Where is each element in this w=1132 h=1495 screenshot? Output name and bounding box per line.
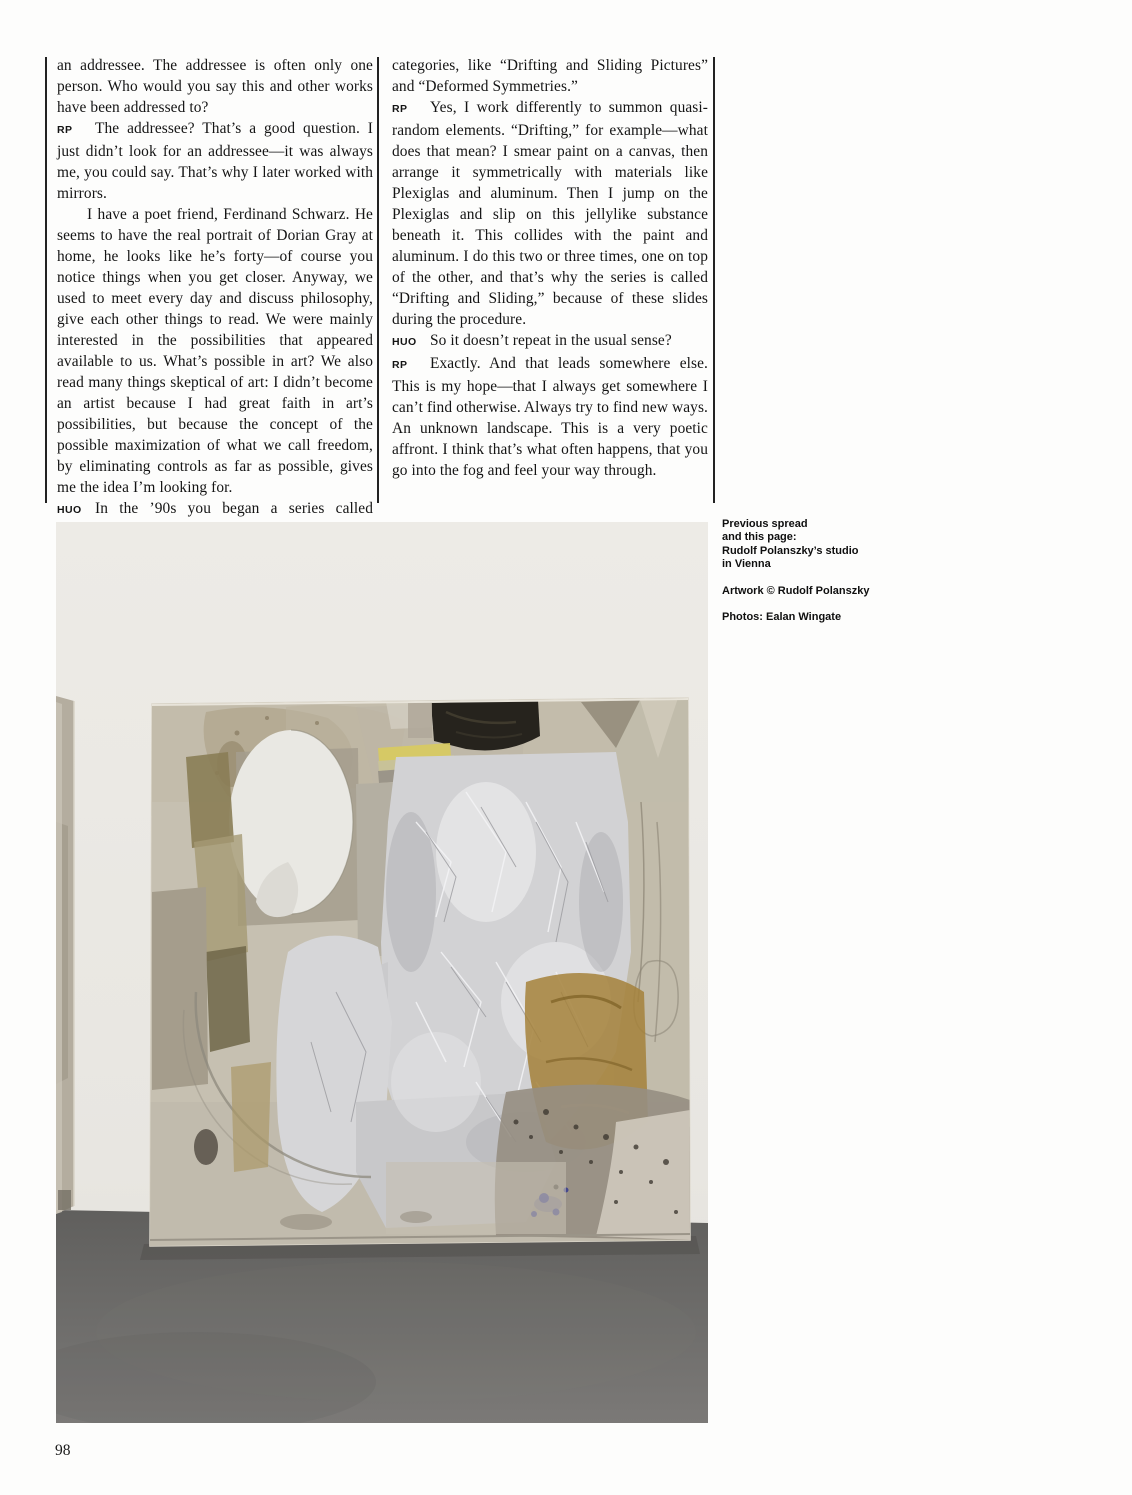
- page-number: 98: [55, 1442, 71, 1459]
- caption-line: Rudolf Polanszky’s studio: [722, 544, 859, 557]
- column-rule-left: [45, 57, 47, 503]
- caption-line: in Vienna: [722, 558, 771, 571]
- caption-line: Previous spread: [722, 518, 808, 530]
- interview-paragraph: [392, 330, 708, 353]
- caption-line: and this page:: [722, 531, 797, 544]
- interview-column-left: [57, 55, 373, 563]
- interview-column-right: [392, 55, 708, 481]
- interview-text: So it doesn’t repeat in the usual sense?: [430, 332, 672, 349]
- column-rule-middle: [377, 57, 379, 503]
- left-artwork-sliver: [56, 696, 74, 1214]
- caption-line: Photos: Ealan Wingate: [722, 611, 842, 624]
- interview-paragraph: [392, 97, 708, 330]
- interview-text: I have a poet friend, Ferdinand Schwarz. He seems to have the real portrait of Dorian Gray at home, he looks like he’s forty—of course you notice things when you get closer. Anyway, we used to meet every day and discuss philosophy, give each other things to read. We were mainly interested in the possibilities that appeared available to us. What’s possible in art? We also read many things skeptical of art: I didn’t become an artist because I had great faith in art’s possibilities, but because the concept of the possible maximization of what we call freedom, by eliminating controls as far as possible, gives me the idea I’m looking for.: [57, 206, 373, 496]
- interview-text: categories, like “Drifting and Sliding Pictures” and “Deformed Symmetries.”: [392, 57, 708, 95]
- speaker-label: HUO: [57, 504, 82, 516]
- interview-text: Yes, I work differently to summon quasi-random elements. “Drifting,” for example—what does that mean? I smear paint on a canvas, then arrange it symmetrically with materials like Plexiglas and aluminum. Then I jump on the Plexiglas and slip on this jellylike substance beneath it. This collides with the paint and aluminum. I do this two or three times, one on top of the other, and that’s why the series is called “Drifting and Sliding,” because of these slides during the procedure.: [392, 99, 708, 328]
- speaker-label: RP: [392, 359, 408, 371]
- interview-text: The addressee? That’s a good question. I just didn’t look for an addressee—it was always me, you could say. That’s why I later worked with mirrors.: [57, 120, 373, 202]
- interview-paragraph: [57, 204, 373, 498]
- studio-photo: [56, 522, 708, 1423]
- caption-group: [722, 585, 887, 598]
- interview-text: Exactly. And that leads somewhere else. This is my hope—that I always get somewhere I can’t find otherwise. Always try to find new ways. An unknown landscape. This is a very poetic affront. I think that’s what often happens, that you go into the fog and feel your way through.: [392, 355, 708, 479]
- interview-paragraph: [57, 118, 373, 204]
- studio-photo-image: [56, 522, 708, 1423]
- interview-text: In the ’90s you began a series called: [95, 500, 373, 517]
- speaker-label: RP: [57, 124, 73, 136]
- column-rule-right: [713, 57, 715, 503]
- interview-paragraph: [392, 353, 708, 481]
- photo-caption: [722, 518, 887, 637]
- interview-text: an addressee. The addressee is often only one person. Who would you say this and other works have been addressed to?: [57, 57, 373, 116]
- speaker-label: HUO: [392, 336, 417, 348]
- caption-line: Artwork © Rudolf Polanszky: [722, 584, 870, 597]
- main-artwork: [150, 696, 692, 1252]
- interview-paragraph: [57, 55, 373, 118]
- interview-paragraph: [392, 55, 708, 97]
- caption-group: [722, 611, 887, 624]
- speaker-label: RP: [392, 103, 408, 115]
- caption-group: [722, 518, 887, 572]
